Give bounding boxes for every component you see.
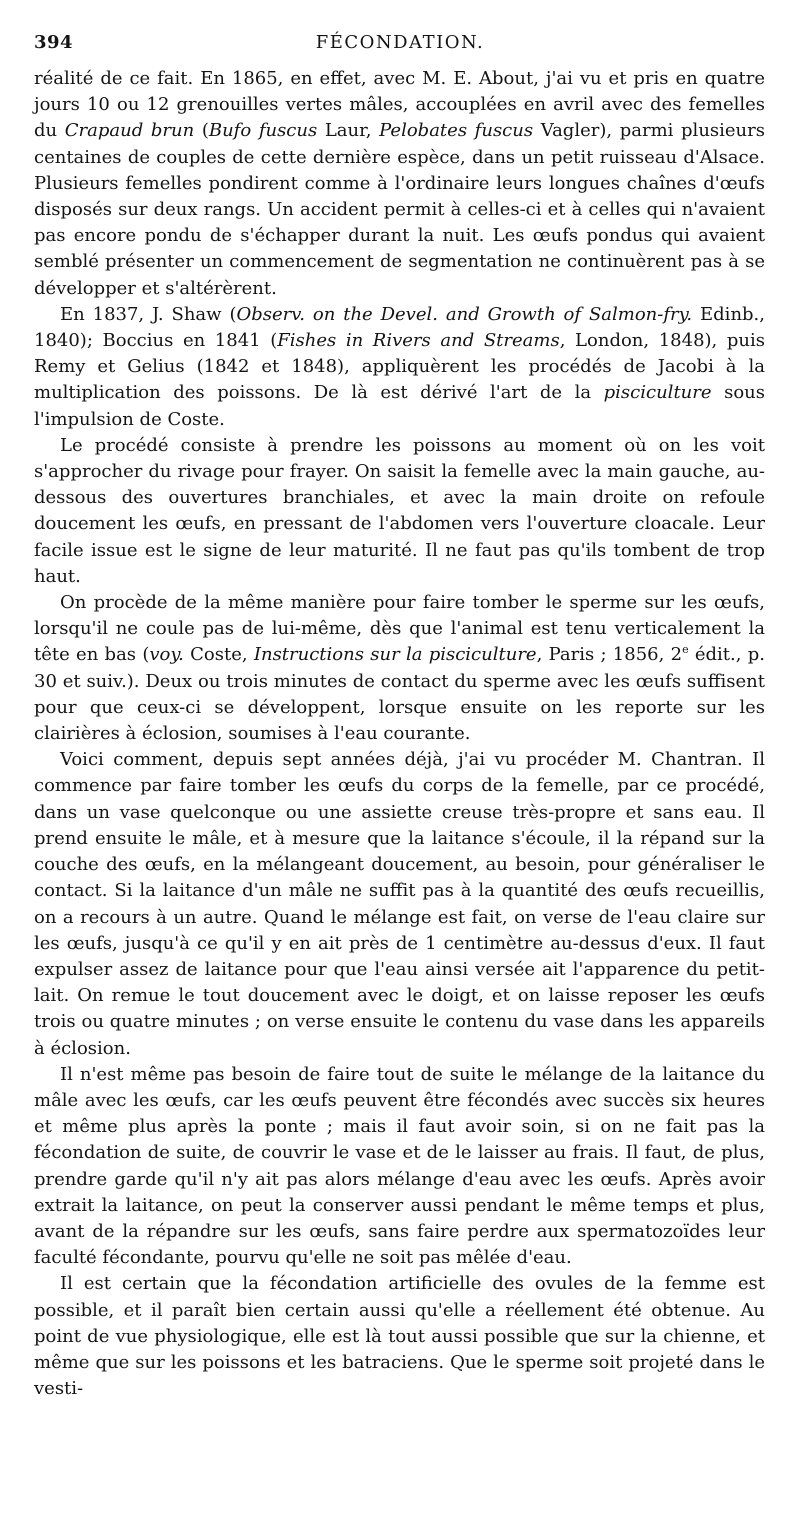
text-run: Il est certain que la fécondation artificielle des ovules de la femme est possible, et il paraît bien certain aussi qu'elle a réellement été obtenue. Au point de vue physiologique, elle est là tout aussi possible que sur la chienne, et même que sur les poissons et les batraciens. Que le sperme soit projeté dans le vesti-	[34, 1273, 765, 1400]
italic-text: voy.	[149, 644, 184, 666]
text-run: Edinb., 1840); Boccius en 1841 (	[34, 303, 765, 352]
italic-text: Bufo fuscus	[208, 120, 318, 142]
text-run: Vagler), parmi plusieurs centaines de couples de cette dernière espèce, dans un petit ruisseau d'Alsace. Plusieurs femelles pondirent comme à l'ordinaire leurs longues chaînes d'œufs disposés sur deux rangs. Un accident permit à celles-ci et à celles qui n'avaient pas encore pondu de s'échapper durant la nuit. Les œufs pondus qui avaient semblé présenter un commencement de segmentation ne continuèrent pas à se développer et s'altérèrent.	[34, 120, 765, 299]
body-text	[34, 66, 765, 1402]
text-run: édit., p. 30 et suiv.). Deux ou trois minutes de contact du sperme avec les œufs suffisent pour que ceux-ci se développent, lorsque ensuite on les reporte sur les clairières à éclosion, soumises à l'eau courante.	[34, 644, 765, 745]
italic-text: Crapaud brun	[64, 120, 195, 142]
text-run: Le procédé consiste à prendre les poissons au moment où on les voit s'approcher du rivage pour frayer. On saisit la femelle avec la main gauche, au-dessous des ouvertures branchiales, et avec la main droite on refoule doucement les œufs, en pressant de l'abdomen vers l'ouverture cloacale. Leur facile issue est le signe de leur maturité. Il ne faut pas qu'ils tombent de trop haut.	[34, 434, 765, 587]
italic-text: Instructions sur la pisciculture	[253, 644, 537, 666]
text-run: Coste,	[183, 644, 254, 666]
italic-text: pisciculture	[603, 382, 712, 404]
paragraph	[34, 66, 765, 302]
text-run: Il n'est même pas besoin de faire tout de suite le mélange de la laitance du mâle avec les œufs, car les œufs peuvent être fécondés avec succès six heures et même plus après la ponte ; mais il faut avoir soin, si on ne fait pas la fécondation de suite, de couvrir le vase et de le laisser au frais. Il faut, de plus, prendre garde qu'il n'y ait pas alors mélange d'eau avec les œufs. Après avoir extrait la laitance, on peut la conserver aussi pendant le même temps et plus, avant de la répandre sur les œufs, sans faire perdre aux spermatozoïdes leur faculté fécondante, pourvu qu'elle ne soit pas mêlée d'eau.	[34, 1063, 765, 1269]
italic-text: Observ. on the Devel. and Growth of Salmon-fry.	[236, 303, 693, 325]
text-run: (	[194, 120, 209, 142]
text-run: , London, 1848), puis Remy et Gelius (1842 et 1848), appliquèrent les procédés de Jacobi à la multiplication des poissons. De là est dérivé l'art de la	[34, 330, 766, 404]
text-run: réalité de ce fait. En 1865, en effet, avec M. E. About, j'ai vu et pris en quatre jours 10 ou 12 grenouilles vertes mâles, accouplées en avril avec des femelles du	[34, 68, 765, 142]
paragraph	[34, 1062, 765, 1272]
text-run: sous l'impulsion de Coste.	[34, 382, 765, 430]
running-head: FÉCONDATION.	[315, 32, 485, 53]
italic-text: Fishes in Rivers and Streams	[277, 330, 560, 352]
page-header	[34, 32, 766, 60]
text-run: Laur,	[317, 120, 380, 142]
text-run: , Paris ; 1856, 2	[536, 644, 683, 666]
page-number: 394	[34, 32, 74, 53]
text-run: Voici comment, depuis sept années déjà, j'ai vu procéder M. Chantran. Il commence par faire tomber les œufs du corps de la femelle, par ce procédé, dans un vase quelconque ou une assiette creuse très-propre et sans eau. Il prend ensuite le mâle, et à mesure que la laitance s'écoule, il la répand sur la couche des œufs, en la mélangeant doucement, au besoin, pour généraliser le contact. Si la laitance d'un mâle ne suffit pas à la quantité des œufs recueillis, on a recours à un autre. Quand le mélange est fait, on verse de l'eau claire sur les œufs, jusqu'à ce qu'il y en ait près de 1 centimètre au-dessus d'eux. Il faut expulser assez de laitance pour que l'eau ainsi versée ait l'apparence du petit-lait. On remue le tout doucement avec le doigt, et on laisse reposer les œufs trois ou quatre minutes ; on verse ensuite le contenu du vase dans les appareils à éclosion.	[34, 749, 765, 1059]
italic-text: Pelobates fuscus	[379, 120, 534, 142]
paragraph	[34, 1271, 765, 1402]
paragraph	[34, 590, 765, 747]
paragraph	[34, 747, 765, 1061]
superscript: e	[682, 643, 689, 657]
text-run: En 1837, J. Shaw (	[60, 303, 237, 325]
paragraph	[34, 433, 765, 590]
text-run: On procède de la même manière pour faire tomber le sperme sur les œufs, lorsqu'il ne coule pas de lui-même, dès que l'animal est tenu verticalement la tête en bas (	[34, 592, 765, 666]
paragraph	[34, 302, 765, 433]
